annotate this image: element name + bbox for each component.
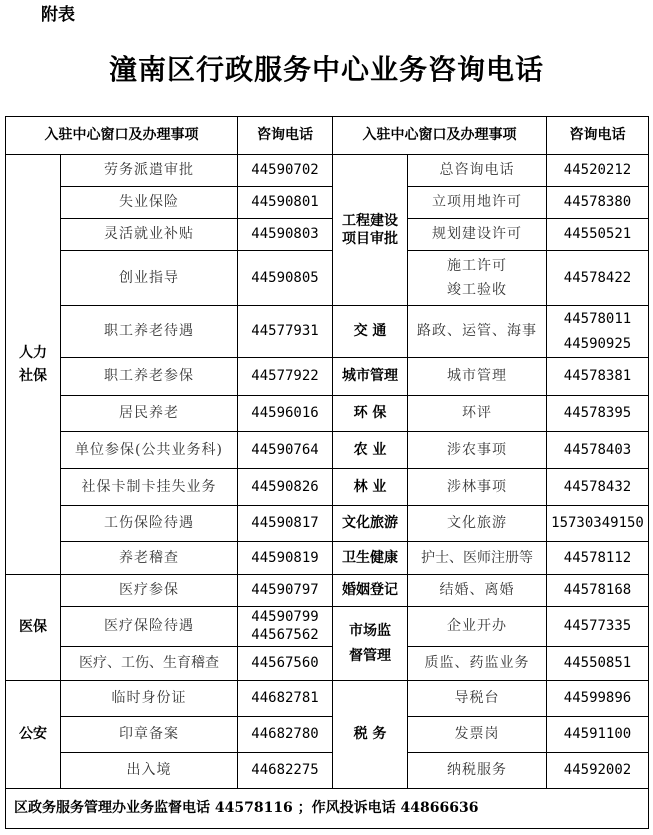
phone-number: 44577335 — [547, 607, 649, 647]
phone-number: 44596016 — [238, 396, 333, 432]
table-row — [6, 432, 649, 469]
service-item: 印章备案 — [61, 717, 238, 753]
phone-number: 44590799 44567562 — [238, 607, 333, 647]
table-header-row — [6, 117, 649, 155]
service-item: 涉农事项 — [408, 432, 547, 469]
phone-number: 44590702 — [238, 155, 333, 187]
phone-number: 44578403 — [547, 432, 649, 469]
phone-number: 44590797 — [238, 575, 333, 607]
table-row — [6, 358, 649, 396]
table-row — [6, 753, 649, 789]
category-urban: 城市管理 — [333, 358, 408, 396]
phone-number: 44592002 — [547, 753, 649, 789]
phone-number: 44520212 — [547, 155, 649, 187]
category-marriage: 婚姻登记 — [333, 575, 408, 607]
phone-number: 44567560 — [238, 647, 333, 681]
service-item: 劳务派遣审批 — [61, 155, 238, 187]
service-item: 医疗参保 — [61, 575, 238, 607]
category-hr: 人力社保 — [6, 155, 61, 575]
phone-number: 44550851 — [547, 647, 649, 681]
phone-number: 44590801 — [238, 187, 333, 219]
header-window-right: 入驻中心窗口及办理事项 — [333, 117, 547, 155]
phone-number: 44578432 — [547, 469, 649, 506]
service-item: 城市管理 — [408, 358, 547, 396]
service-item: 路政、运管、海事 — [408, 306, 547, 358]
consultation-phone-table — [5, 116, 649, 829]
service-item: 纳税服务 — [408, 753, 547, 789]
service-item: 社保卡制卡挂失业务 — [61, 469, 238, 506]
table-row — [6, 542, 649, 575]
table-row — [6, 155, 649, 187]
category-health: 卫生健康 — [333, 542, 408, 575]
category-market: 市场监 督管理 — [333, 607, 408, 681]
service-item: 涉林事项 — [408, 469, 547, 506]
table-row — [6, 396, 649, 432]
service-item: 立项用地许可 — [408, 187, 547, 219]
table-row — [6, 575, 649, 607]
phone-number: 44578168 — [547, 575, 649, 607]
service-item: 护士、医师注册等 — [408, 542, 547, 575]
header-phone-right: 咨询电话 — [547, 117, 649, 155]
service-item: 规划建设许可 — [408, 219, 547, 251]
phone-number: 44577931 — [238, 306, 333, 358]
category-forestry: 林 业 — [333, 469, 408, 506]
table-row — [6, 717, 649, 753]
phone-number: 44590764 — [238, 432, 333, 469]
category-medical: 医保 — [6, 575, 61, 681]
phone-number: 44578380 — [547, 187, 649, 219]
phone-number: 44578395 — [547, 396, 649, 432]
service-item: 出入境 — [61, 753, 238, 789]
category-agriculture: 农 业 — [333, 432, 408, 469]
category-police: 公安 — [6, 681, 61, 789]
service-item: 企业开办 — [408, 607, 547, 647]
service-item: 文化旅游 — [408, 506, 547, 542]
category-culture: 文化旅游 — [333, 506, 408, 542]
footer-row — [6, 789, 649, 829]
service-item: 职工养老待遇 — [61, 306, 238, 358]
service-item: 医疗、工伤、生育稽查 — [61, 647, 238, 681]
phone-number: 44577922 — [238, 358, 333, 396]
service-item: 养老稽查 — [61, 542, 238, 575]
service-item: 居民养老 — [61, 396, 238, 432]
service-item: 失业保险 — [61, 187, 238, 219]
phone-number: 15730349150 — [547, 506, 649, 542]
service-item: 工伤保险待遇 — [61, 506, 238, 542]
service-item: 创业指导 — [61, 251, 238, 306]
phone-number: 44578422 — [547, 251, 649, 306]
phone-number: 44590819 — [238, 542, 333, 575]
service-item: 质监、药监业务 — [408, 647, 547, 681]
header-phone-left: 咨询电话 — [238, 117, 333, 155]
table-row — [6, 219, 649, 251]
service-item: 导税台 — [408, 681, 547, 717]
phone-number: 44591100 — [547, 717, 649, 753]
annex-label: 附表 — [41, 5, 75, 25]
phone-number: 44590805 — [238, 251, 333, 306]
phone-number: 44682275 — [238, 753, 333, 789]
phone-number: 44682781 — [238, 681, 333, 717]
table-row — [6, 607, 649, 647]
table-row — [6, 251, 649, 306]
service-item: 单位参保(公共业务科) — [61, 432, 238, 469]
service-item: 职工养老参保 — [61, 358, 238, 396]
service-item: 结婚、离婚 — [408, 575, 547, 607]
service-item: 临时身份证 — [61, 681, 238, 717]
service-item: 发票岗 — [408, 717, 547, 753]
phone-number: 44550521 — [547, 219, 649, 251]
phone-number: 44590803 — [238, 219, 333, 251]
service-item: 总咨询电话 — [408, 155, 547, 187]
table-row — [6, 469, 649, 506]
supervision-complaint-phones: 区政务服务管理办业务监督电话 44578116 ；作风投诉电话 44866636 — [6, 789, 649, 829]
service-item: 施工许可 竣工验收 — [408, 251, 547, 306]
page-title: 潼南区行政服务中心业务咨询电话 — [108, 53, 544, 86]
table-row — [6, 306, 649, 358]
phone-number: 44590817 — [238, 506, 333, 542]
service-item: 环评 — [408, 396, 547, 432]
table-row — [6, 647, 649, 681]
phone-number: 44682780 — [238, 717, 333, 753]
table-row — [6, 506, 649, 542]
table-row — [6, 681, 649, 717]
service-item: 灵活就业补贴 — [61, 219, 238, 251]
table-row — [6, 187, 649, 219]
service-item: 医疗保险待遇 — [61, 607, 238, 647]
phone-number: 44578112 — [547, 542, 649, 575]
phone-number: 44599896 — [547, 681, 649, 717]
phone-number: 44590826 — [238, 469, 333, 506]
phone-number: 44578011 44590925 — [547, 306, 649, 358]
phone-number: 44578381 — [547, 358, 649, 396]
category-construction: 工程建设 项目审批 — [333, 155, 408, 306]
category-tax: 税 务 — [333, 681, 408, 789]
category-transport: 交 通 — [333, 306, 408, 358]
header-window-left: 入驻中心窗口及办理事项 — [6, 117, 238, 155]
category-environment: 环 保 — [333, 396, 408, 432]
